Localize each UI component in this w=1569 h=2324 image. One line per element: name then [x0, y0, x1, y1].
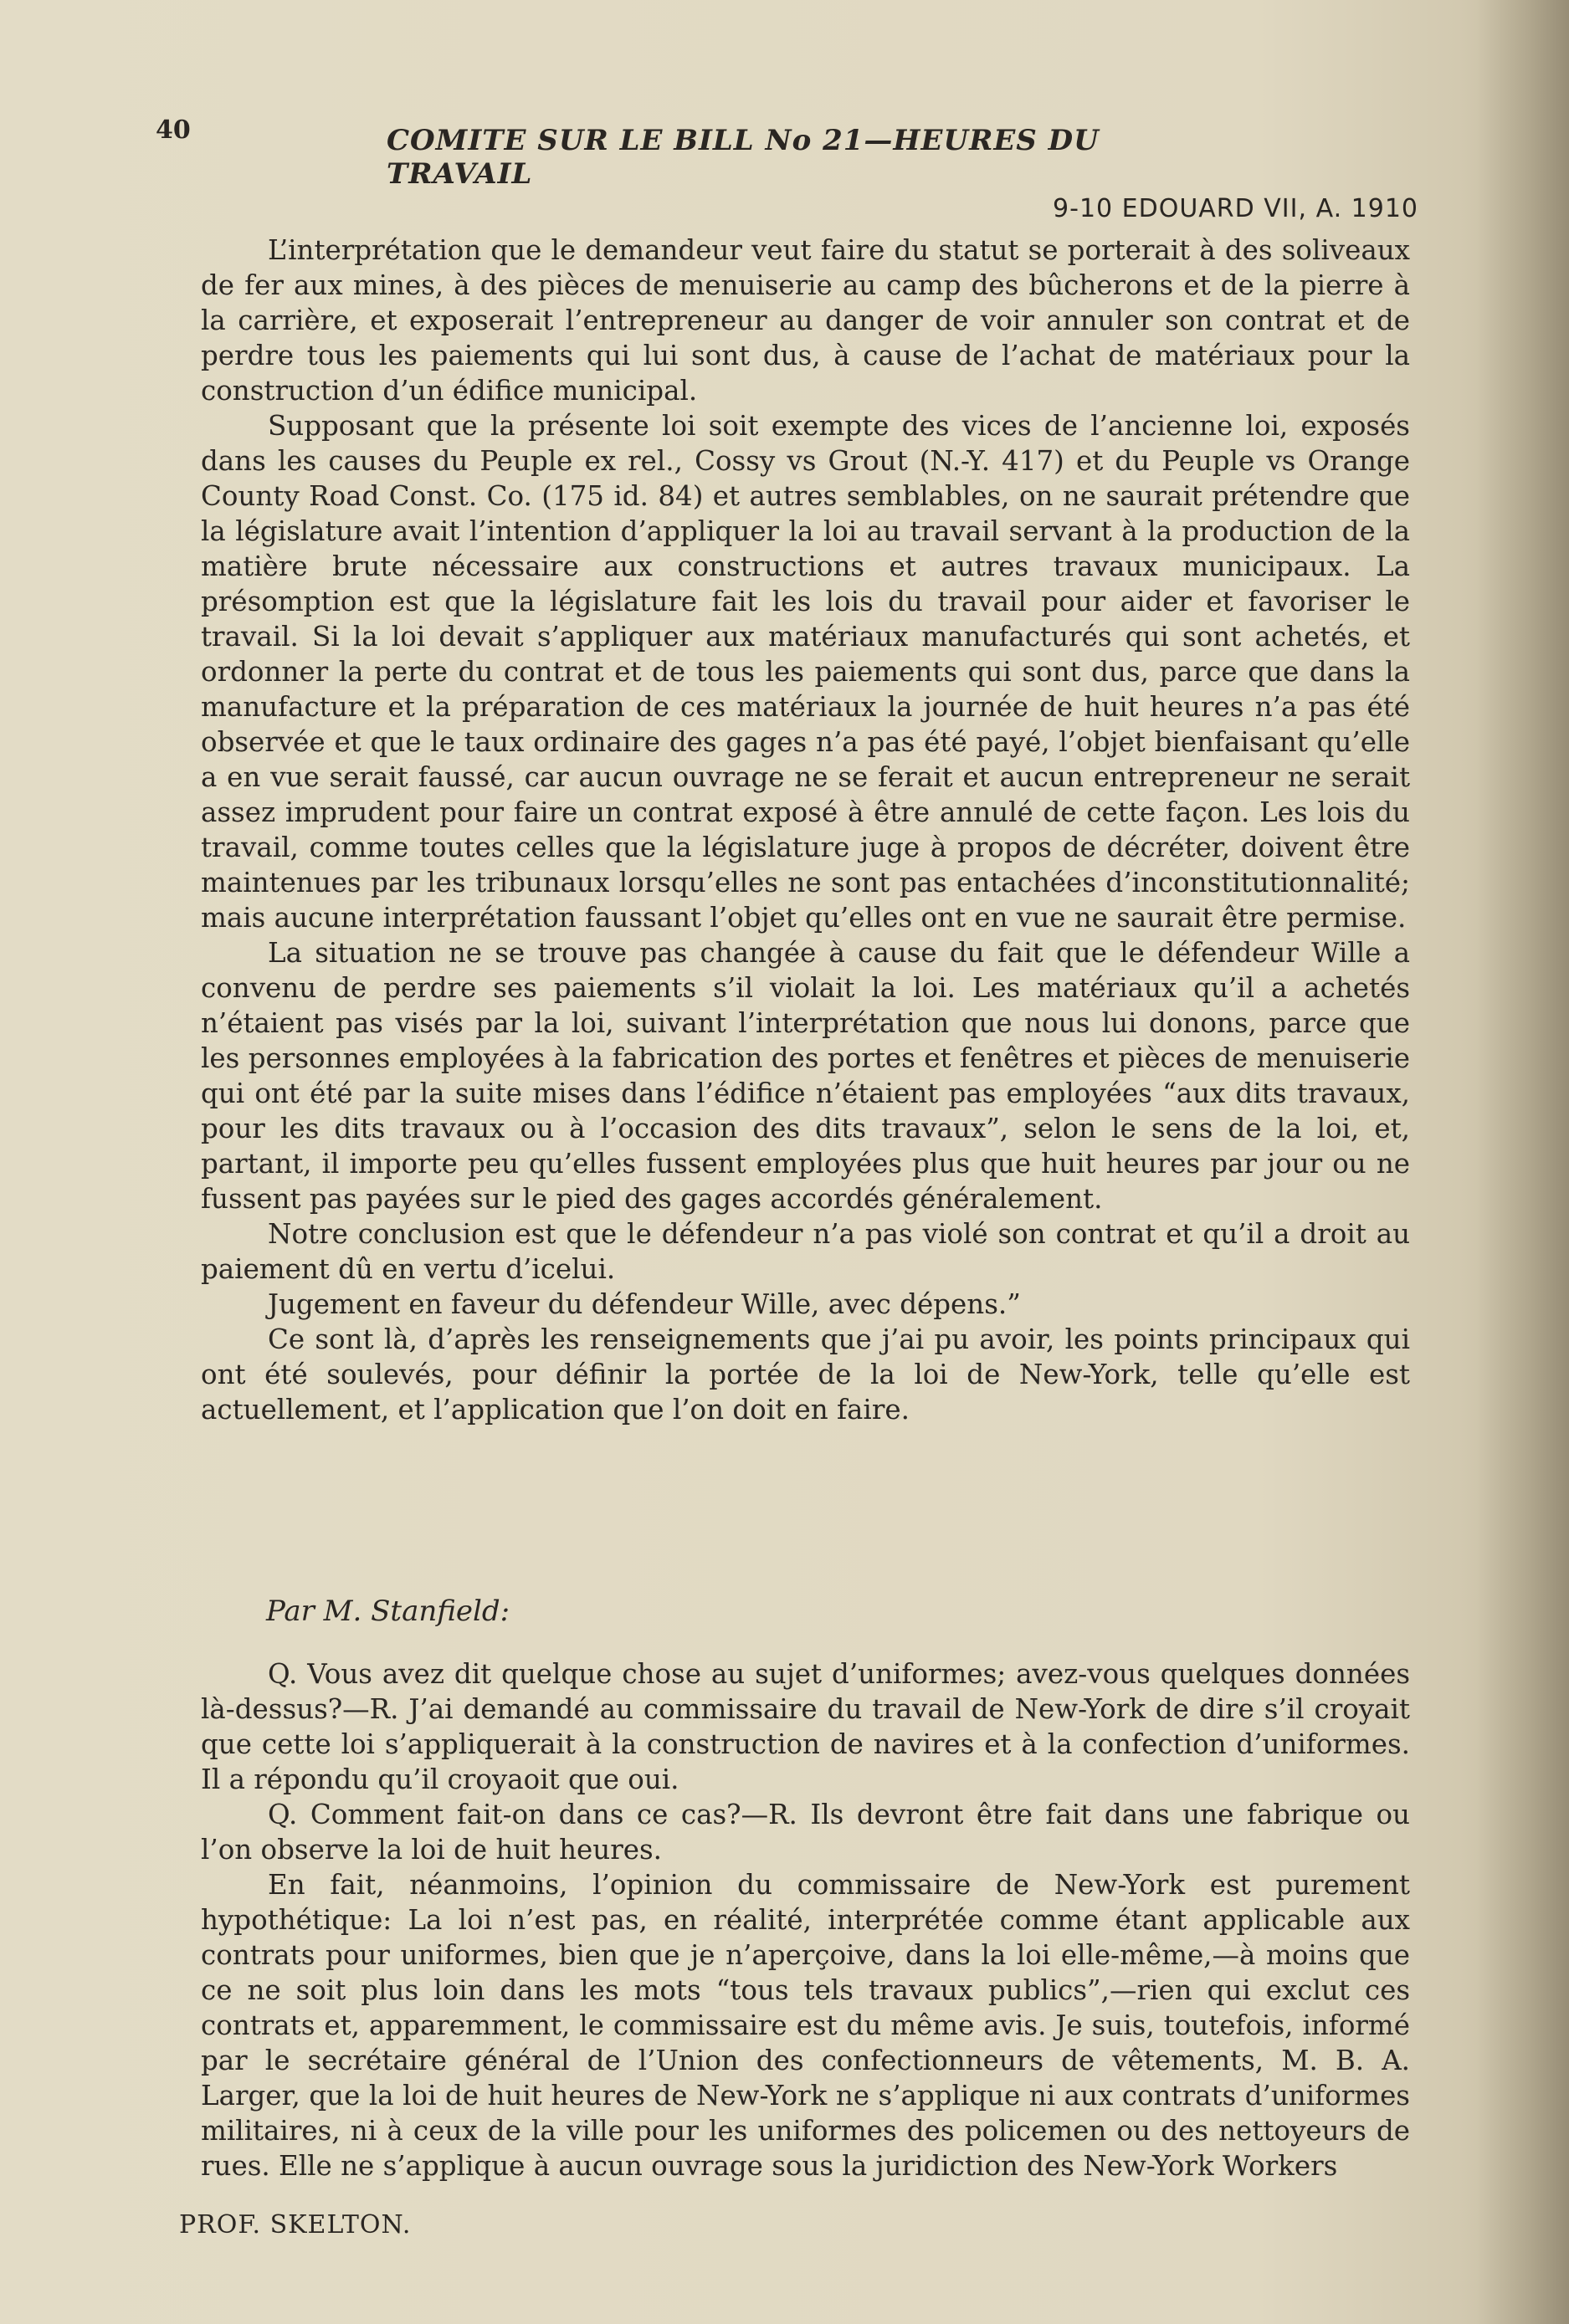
page-number: 40: [156, 115, 191, 145]
questioner-heading: Par M. Stanfield:: [266, 1595, 510, 1628]
paragraph: Notre conclusion est que le défendeur n’a pas violé son contrat et qu’il a droit au paiement dû en vertu d’icelui.: [201, 1218, 1410, 1285]
body-text-top: [201, 233, 1410, 1427]
signature: PROF. SKELTON.: [179, 2210, 412, 2240]
binding-shadow: [1477, 0, 1569, 2324]
paragraph: Jugement en faveur du défendeur Wille, avec dépens.”: [268, 1288, 1021, 1320]
running-title: COMITE SUR LE BILL No 21—HEURES DU TRAVAIL: [387, 124, 1100, 191]
paragraph: Supposant que la présente loi soit exempte des vices de l’ancienne loi, exposés dans les causes du Peuple ex rel., Cossy vs Grout (N.-Y. 417) et du Peuple vs Orange County Road Const. Co. (175 id. 84) et autres semblables, on ne saurait prétendre que la législature avait l’intention d’appliquer la loi au travail servant à la production de la matière brute nécessaire aux constructions et autres travaux municipaux. La présomption est que la législature fait les lois du travail pour aider et favoriser le travail. Si la loi devait s’appliquer aux matériaux manufacturés qui sont achetés, et ordonner la perte du contrat et de tous les paiements qui sont dus, parce que dans la manufacture et la préparation de ces matériaux la journée de huit heures n’a pas été observée et que le taux ordinaire des gages n’a pas été payé, l’objet bienfaisant qu’elle a en vue serait faussé, car aucun ouvrage ne se ferait et aucun entrepreneur ne serait assez imprudent pour faire un contrat exposé à être annulé de cette façon. Les lois du travail, comme toutes celles que la législature juge à propos de décréter, doivent être maintenues par les tribunaux lorsqu’elles ne sont pas entachées d’inconstitutionnalité; mais aucune interprétation faussant l’objet qu’elles ont en vue ne saurait être permise.: [201, 410, 1410, 934]
paragraph: Q. Comment fait-on dans ce cas?—R. Ils devront être fait dans une fabrique ou l’on observe la loi de huit heures.: [201, 1799, 1410, 1866]
session-label: 9-10 EDOUARD VII, A. 1910: [1053, 194, 1418, 223]
paragraph: Q. Vous avez dit quelque chose au sujet d’uniformes; avez-vous quelques données là-dessus?—R. J’ai demandé au commissaire du travail de New-York de dire s’il croyait que cette loi s’appliquerait à la construction de navires et à la confection d’uniformes. Il a répondu qu’il croyaoit que oui.: [201, 1658, 1410, 1795]
paragraph: En fait, néanmoins, l’opinion du commissaire de New-York est purement hypothétique: La loi n’est pas, en réalité, interprétée comme étant applicable aux contrats pour uniformes, bien que je n’aperçoive, dans la loi elle-même,—à moins que ce ne soit plus loin dans les mots “tous tels travaux publics”,—rien qui exclut ces contrats et, apparemment, le commissaire est du même avis. Je suis, toutefois, informé par le secrétaire général de l’Union des confectionneurs de vêtements, M. B. A. Larger, que la loi de huit heures de New-York ne s’applique ni aux contrats d’uniformes militaires, ni à ceux de la ville pour les uniformes des policemen ou des nettoyeurs de rues. Elle ne s’applique à aucun ouvrage sous la juridiction des New-York Workers: [201, 1869, 1410, 2182]
paragraph: La situation ne se trouve pas changée à cause du fait que le défendeur Wille a convenu de perdre ses paiements s’il violait la loi. Les matériaux qu’il a achetés n’étaient pas visés par la loi, suivant l’interprétation que nous lui donons, parce que les personnes employées à la fabrication des portes et fenêtres et pièces de menuiserie qui ont été par la suite mises dans l’édifice n’étaient pas employées “aux dits travaux, pour les dits travaux ou à l’occasion des dits travaux”, selon le sens de la loi, et, partant, il importe peu qu’elles fussent employées plus que huit heures par jour ou ne fussent pas payées sur le pied des gages accordés généralement.: [201, 937, 1410, 1215]
body-text-bottom: [201, 1656, 1410, 2183]
paragraph: Ce sont là, d’après les renseignements que j’ai pu avoir, les points principaux qui ont été soulevés, pour définir la portée de la loi de New-York, telle qu’elle est actuellement, et l’application que l’on doit en faire.: [201, 1323, 1410, 1426]
paragraph: L’interprétation que le demandeur veut faire du statut se porterait à des soliveaux de fer aux mines, à des pièces de menuiserie au camp des bûcherons et de la pierre à la carrière, et exposerait l’entrepreneur au danger de voir annuler son contrat et de perdre tous les paiements qui lui sont dus, à cause de l’achat de matériaux pour la construction d’un édifice municipal.: [201, 234, 1410, 407]
